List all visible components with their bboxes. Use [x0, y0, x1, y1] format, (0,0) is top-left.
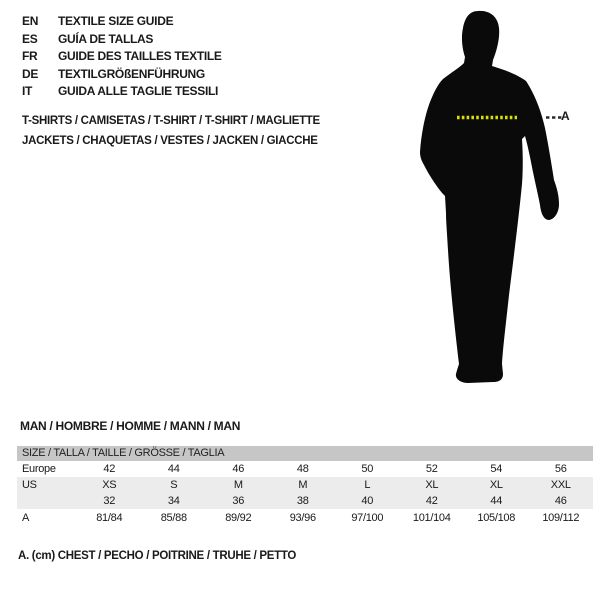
language-title: TEXTILGRÖßENFÜHRUNG — [58, 66, 205, 81]
language-title: GUÍA DE TALLAS — [58, 31, 154, 46]
table-cell: 38 — [296, 495, 309, 507]
measurement-label-a: A — [561, 109, 570, 123]
language-title: GUIDE DES TAILLES TEXTILE — [58, 49, 222, 63]
language-guide-list — [22, 13, 222, 101]
table-cell: 81/84 — [96, 512, 123, 524]
table-cell: 97/100 — [351, 512, 384, 524]
table-cell: 36 — [232, 495, 245, 507]
table-cell: S — [170, 479, 178, 491]
language-code: EN — [22, 14, 39, 28]
table-cell: XL — [425, 479, 439, 491]
table-cell: 42 — [103, 463, 116, 475]
table-row-chest-a — [17, 509, 593, 527]
table-cell: M — [298, 479, 308, 491]
table-cell: 44 — [490, 495, 503, 507]
table-cell: XXL — [550, 479, 571, 491]
table-row-numeric — [17, 493, 593, 509]
table-cell: 56 — [554, 463, 567, 475]
language-row-en — [22, 13, 222, 31]
row-label: A — [22, 512, 30, 524]
table-row-europe — [17, 461, 593, 477]
language-row-fr — [22, 48, 222, 66]
language-code: DE — [22, 66, 39, 81]
table-row-us — [17, 477, 593, 493]
man-silhouette-figure — [395, 0, 600, 400]
table-cell: 50 — [361, 463, 374, 475]
table-cell: 40 — [361, 495, 374, 507]
size-table — [17, 446, 593, 527]
language-code: IT — [22, 84, 33, 98]
size-table-header: SIZE / TALLA / TAILLE / GRÖSSE / TAGLIA — [17, 446, 593, 461]
table-cell: XS — [102, 479, 117, 491]
language-row-it — [22, 83, 222, 101]
row-label: US — [22, 479, 37, 491]
table-cell: XL — [489, 479, 503, 491]
table-cell: 46 — [554, 495, 567, 507]
language-row-es — [22, 31, 222, 49]
row-label: Europe — [22, 463, 56, 475]
table-cell: 85/88 — [160, 512, 187, 524]
table-cell: 93/96 — [289, 512, 316, 524]
language-code: FR — [22, 49, 38, 63]
language-code: ES — [22, 31, 38, 46]
table-cell: 48 — [296, 463, 309, 475]
table-cell: 34 — [167, 495, 180, 507]
table-cell: 46 — [232, 463, 245, 475]
table-cell: M — [233, 479, 243, 491]
table-cell: 44 — [167, 463, 180, 475]
language-row-de — [22, 66, 222, 84]
table-cell: L — [364, 479, 371, 491]
language-title: GUIDA ALLE TAGLIE TESSILI — [58, 84, 219, 98]
table-cell: 101/104 — [412, 512, 451, 524]
table-cell: 52 — [425, 463, 438, 475]
category-line-jackets: JACKETS / CHAQUETAS / VESTES / JACKEN / GIACCHE — [22, 135, 318, 147]
table-cell: 105/108 — [477, 512, 516, 524]
table-cell: 42 — [425, 495, 438, 507]
table-cell: 54 — [490, 463, 503, 475]
category-line-tshirts: T-SHIRTS / CAMISETAS / T-SHIRT / T-SHIRT / MAGLIETTE — [22, 115, 320, 127]
man-body-shape — [420, 11, 559, 383]
table-cell: 32 — [103, 495, 116, 507]
language-title: TEXTILE SIZE GUIDE — [58, 14, 174, 28]
table-cell: 109/112 — [542, 512, 580, 524]
measurement-footnote: A. (cm) CHEST / PECHO / POITRINE / TRUHE / PETTO — [18, 550, 297, 562]
garment-categories — [22, 111, 320, 151]
table-cell: 89/92 — [225, 512, 252, 524]
section-title-man: MAN / HOMBRE / HOMME / MANN / MAN — [20, 419, 241, 433]
man-silhouette — [395, 0, 600, 400]
